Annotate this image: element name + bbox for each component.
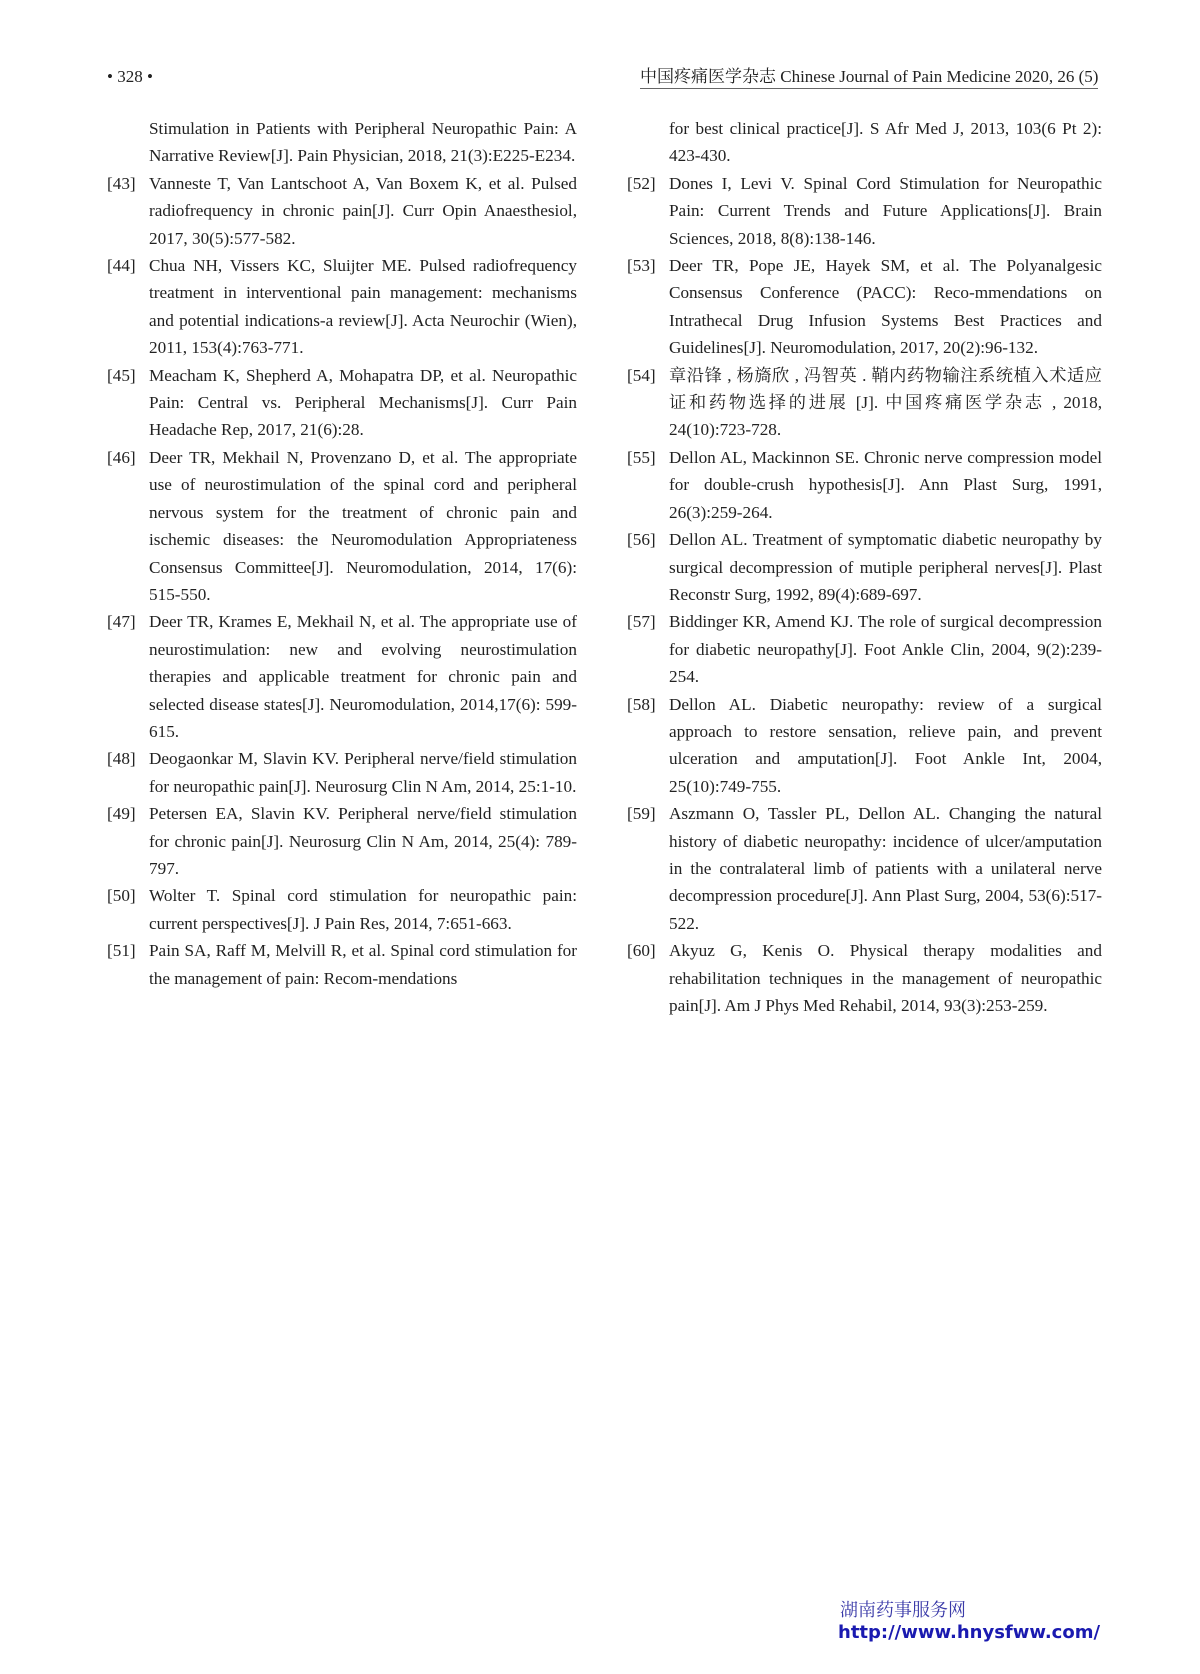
reference-text: Aszmann O, Tassler PL, Dellon AL. Changing the natural history of diabetic neuropathy: incidence of ulcer/amputation in the contralateral limb of patients with a unilateral nerve decompression procedure[J]. Ann Plast Surg, 2004, 53(6):517-522. <box>669 804 1102 933</box>
reference-item <box>107 362 577 444</box>
reference-column-right <box>627 115 1102 1019</box>
reference-text: Deer TR, Mekhail N, Provenzano D, et al. The appropriate use of neurostimulation of the spinal cord and peripheral nervous system for the treatment of chronic pain and ischemic diseases: the Neuromodulation Appropriateness Consensus Committee[J]. Neuromodulation, 2014, 17(6): 515-550. <box>149 447 577 604</box>
reference-item <box>627 526 1102 608</box>
reference-number: [53] <box>627 256 656 276</box>
reference-item <box>627 362 1102 444</box>
reference-number: [50] <box>107 886 136 906</box>
watermark <box>800 1600 1100 1644</box>
reference-item <box>107 882 577 937</box>
reference-text: Akyuz G, Kenis O. Physical therapy modalities and rehabilitation techniques in the management of neuropathic pain[J]. Am J Phys Med Rehabil, 2014, 93(3):253-259. <box>669 941 1102 1015</box>
reference-text: Deer TR, Krames E, Mekhail N, et al. The appropriate use of neurostimulation: new and evolving neurostimulation therapies and applicable treatment for chronic pain and selected disease states[J]. Neuromodulation, 2014,17(6): 599-615. <box>149 612 577 741</box>
reference-number: [60] <box>627 941 656 961</box>
reference-text: Stimulation in Patients with Peripheral Neuropathic Pain: A Narrative Review[J]. Pain Physician, 2018, 21(3):E225-E234. <box>149 119 577 166</box>
reference-item <box>627 170 1102 252</box>
reference-item <box>627 444 1102 526</box>
reference-text: Dones I, Levi V. Spinal Cord Stimulation for Neuropathic Pain: Current Trends and Future Applications[J]. Brain Sciences, 2018, 8(8):138-146. <box>669 173 1102 248</box>
reference-text: Deer TR, Pope JE, Hayek SM, et al. The Polyanalgesic Consensus Conference (PACC): Reco-mmendations on Intrathecal Drug Infusion Systems Best Practices and Guidelines[J]. Neuromodulation, 2017, 20(2):96-132. <box>669 256 1102 358</box>
reference-item <box>107 745 577 800</box>
reference-text: for best clinical practice[J]. S Afr Med J, 2013, 103(6 Pt 2): 423-430. <box>669 119 1102 166</box>
watermark-site-name: 湖南药事服务网 <box>840 1600 966 1621</box>
reference-continuation <box>627 115 1102 170</box>
reference-number: [45] <box>107 365 136 385</box>
reference-text: Dellon AL, Mackinnon SE. Chronic nerve compression model for double-crush hypothesis[J]. Ann Plast Surg, 1991, 26(3):259-264. <box>669 447 1102 522</box>
reference-number: [43] <box>107 173 136 193</box>
reference-number: [58] <box>627 694 656 714</box>
reference-text: 章沿锋 , 杨旖欣 , 冯智英 . 鞘内药物输注系统植入术适应证和药物选择的进展 [J]. 中国疼痛医学杂志 , 2018, 24(10):723-728. <box>669 365 1102 440</box>
reference-number: [57] <box>627 612 656 632</box>
reference-item <box>107 608 577 745</box>
reference-number: [59] <box>627 804 656 824</box>
reference-text: Dellon AL. Treatment of symptomatic diabetic neuropathy by surgical decompression of mutiple peripheral nerves[J]. Plast Reconstr Surg, 1992, 89(4):689-697. <box>669 530 1102 604</box>
reference-item <box>107 252 577 362</box>
reference-number: [51] <box>107 941 136 961</box>
reference-text: Vanneste T, Van Lantschoot A, Van Boxem K, et al. Pulsed radiofrequency in chronic pain[J]. Curr Opin Anaesthesiol, 2017, 30(5):577-582. <box>149 173 577 248</box>
watermark-url[interactable]: http://www.hnysfww.com/ <box>838 1622 1101 1643</box>
reference-text: Wolter T. Spinal cord stimulation for neuropathic pain: current perspectives[J]. J Pain Res, 2014, 7:651-663. <box>149 886 577 933</box>
reference-item <box>627 691 1102 801</box>
reference-text: Deogaonkar M, Slavin KV. Peripheral nerve/field stimulation for neuropathic pain[J]. Neurosurg Clin N Am, 2014, 25:1-10. <box>149 749 577 796</box>
reference-text: Pain SA, Raff M, Melvill R, et al. Spinal cord stimulation for the management of pain: Recom-mendations <box>149 941 577 988</box>
reference-number: [47] <box>107 612 136 632</box>
reference-number: [55] <box>627 447 656 467</box>
reference-text: Petersen EA, Slavin KV. Peripheral nerve/field stimulation for chronic pain[J]. Neurosurg Clin N Am, 2014, 25(4): 789-797. <box>149 804 577 878</box>
reference-text: Chua NH, Vissers KC, Sluijter ME. Pulsed radiofrequency treatment in interventional pain management: mechanisms and potential indications-a review[J]. Acta Neurochir (Wien), 2011, 153(4):763-771. <box>149 256 577 358</box>
reference-item <box>627 252 1102 362</box>
reference-text: Dellon AL. Diabetic neuropathy: review of a surgical approach to restore sensation, relieve pain, and prevent ulceration and amputation[J]. Foot Ankle Int, 2004, 25(10):749-755. <box>669 694 1102 796</box>
reference-number: [46] <box>107 447 136 467</box>
reference-text: Biddinger KR, Amend KJ. The role of surgical decompression for diabetic neuropathy[J]. Foot Ankle Clin, 2004, 9(2):239-254. <box>669 612 1102 687</box>
reference-item <box>627 608 1102 690</box>
reference-number: [49] <box>107 804 136 824</box>
reference-item <box>627 937 1102 1019</box>
reference-item <box>107 444 577 608</box>
reference-continuation <box>107 115 577 170</box>
reference-number: [44] <box>107 256 136 276</box>
reference-text: Meacham K, Shepherd A, Mohapatra DP, et al. Neuropathic Pain: Central vs. Peripheral Mechanisms[J]. Curr Pain Headache Rep, 2017, 21(6):28. <box>149 365 577 440</box>
reference-item <box>107 800 577 882</box>
reference-number: [54] <box>627 365 656 385</box>
reference-column-left <box>107 115 577 992</box>
reference-item <box>107 937 577 992</box>
running-head: 中国疼痛医学杂志 Chinese Journal of Pain Medicine 2020, 26 (5) <box>640 67 1098 89</box>
reference-item <box>627 800 1102 937</box>
page-number: • 328 • <box>107 67 153 86</box>
reference-number: [48] <box>107 749 136 769</box>
reference-item <box>107 170 577 252</box>
reference-number: [52] <box>627 173 656 193</box>
reference-number: [56] <box>627 530 656 550</box>
